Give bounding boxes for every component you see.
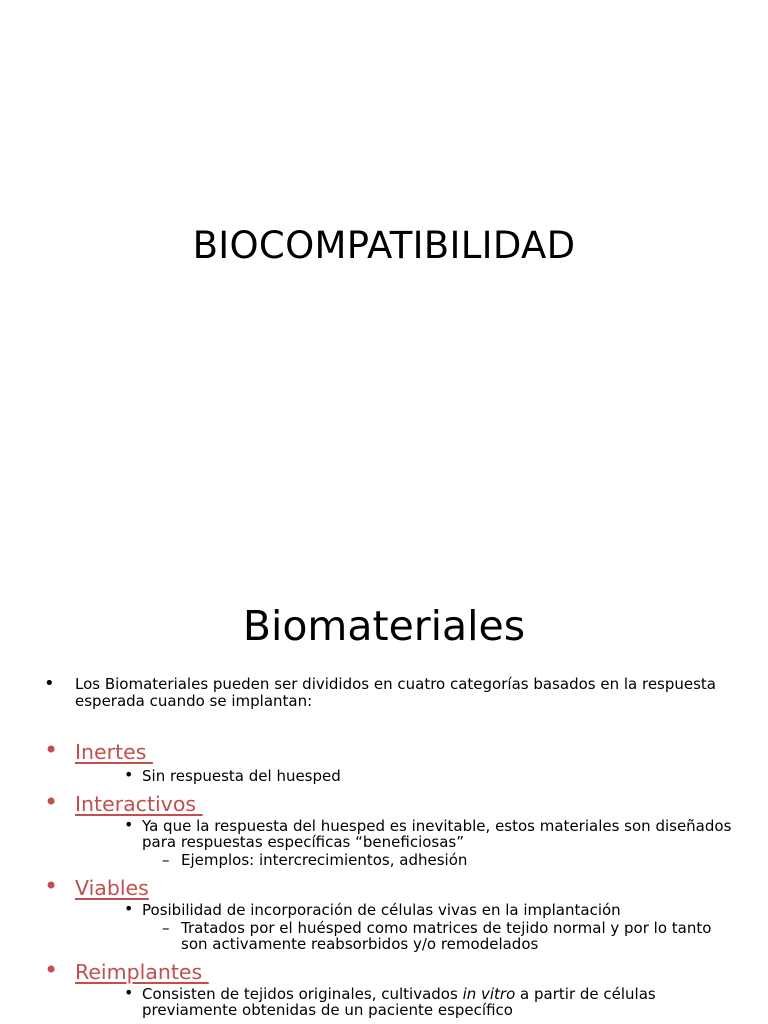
category-label[interactable]: Viables [75,876,149,900]
list-item [40,899,740,919]
bullet-icon: • [124,765,134,784]
intro-text: Los Biomateriales pueden ser divididos en cuatro categorías basados en la respuesta esperada cuando se implantan: [75,675,717,710]
list-item [40,765,740,785]
sub-list-item-text: Tratados por el huésped como matrices de tejido normal y por lo tanto son activamente reabsorbidos y/o remodelados [181,919,712,953]
sub-list-item [40,920,740,952]
category-inertes [40,736,740,764]
category-interactivos [40,788,740,816]
text-segment: a partir de células previamente obtenidas de un paciente específico [142,985,656,1019]
category-label[interactable]: Interactivos [75,792,203,816]
category-viables [40,872,740,900]
intro-paragraph [40,673,740,710]
category-label[interactable]: Inertes [75,740,153,764]
bullet-icon: • [44,736,59,764]
list-item [40,983,740,1019]
bullet-icon: • [44,788,59,816]
list-item-text [142,985,656,1019]
slide-title-biomateriales: Biomateriales [242,602,526,650]
list-item-text: Sin respuesta del huesped [142,767,341,785]
slide-title-biocompatibilidad: BIOCOMPATIBILIDAD [192,224,576,267]
bullet-icon: • [124,983,134,1002]
sub-list-item [40,852,740,868]
bullet-icon: • [44,673,55,694]
dash-icon: – [162,919,170,937]
category-reimplantes [40,956,740,984]
list-item [40,815,740,851]
sub-list-item-text: Ejemplos: intercrecimientos, adhesión [181,851,468,869]
list-item-text: Ya que la respuesta del huesped es inevitable, estos materiales son diseñados para respuestas específicas “beneficiosas” [142,817,732,851]
slide-content [40,673,740,1019]
bullet-icon: • [44,872,59,900]
dash-icon: – [162,851,170,869]
category-label[interactable]: Reimplantes [75,960,209,984]
bullet-icon: • [124,899,134,918]
bullet-icon: • [124,815,134,834]
bullet-icon: • [44,956,59,984]
text-segment: Consisten de tejidos originales, cultivados [142,985,463,1003]
list-item-text: Posibilidad de incorporación de células vivas en la implantación [142,901,621,919]
italic-text: in vitro [462,985,516,1003]
